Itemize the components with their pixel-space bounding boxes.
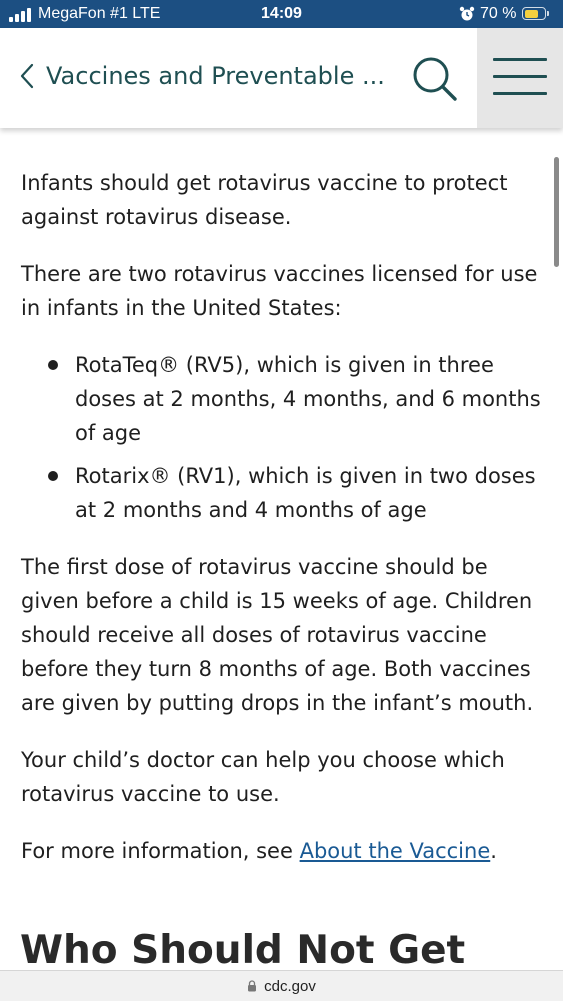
paragraph-two-vaccines: There are two rotavirus vaccines licensed for use in infants in the United States:	[21, 262, 538, 320]
vaccine-list	[0, 348, 563, 527]
list-item	[0, 348, 545, 450]
battery-icon	[522, 7, 549, 21]
scrollbar[interactable]	[554, 157, 559, 267]
carrier-label: MegaFon #1 LTE	[38, 5, 161, 22]
chevron-left-icon	[18, 63, 36, 89]
back-button-label: Vaccines and Preventable ...	[46, 62, 385, 90]
paragraph-infants: Infants should get rotavirus vaccine to protect against rotavirus disease.	[21, 171, 508, 229]
url-bar[interactable]	[0, 970, 563, 1001]
list-item	[0, 459, 545, 527]
bullet-dot	[48, 360, 58, 370]
alarm-icon	[459, 6, 475, 22]
menu-button[interactable]	[477, 28, 563, 128]
site-header	[0, 28, 563, 128]
more-info-suffix: .	[490, 839, 497, 863]
bullet-dot	[48, 471, 58, 481]
lock-icon	[247, 980, 257, 992]
search-icon	[408, 52, 460, 104]
list-item-text: Rotarix® (RV1), which is given in two doses at 2 months and 4 months of age	[75, 464, 536, 522]
back-button[interactable]	[18, 56, 398, 96]
paragraph-more-info	[21, 834, 546, 868]
status-time: 14:09	[261, 5, 302, 22]
about-the-vaccine-link[interactable]: About the Vaccine	[299, 839, 491, 863]
list-item-text: RotaTeq® (RV5), which is given in three doses at 2 months, 4 months, and 6 months of age	[75, 353, 541, 445]
paragraph-first-dose: The first dose of rotavirus vaccine should be given before a child is 15 weeks of age. Children should receive all doses of rotavirus vaccine before they turn 8 months of age. Both vaccines are given by putting drops in the infant’s mouth.	[21, 555, 534, 715]
status-bar	[0, 0, 563, 28]
paragraph-doctor: Your child’s doctor can help you choose which rotavirus vaccine to use.	[21, 748, 505, 806]
url-domain: cdc.gov	[264, 977, 316, 995]
section-heading-who-should-not: Who Should Not Get	[20, 928, 466, 970]
search-button[interactable]	[408, 52, 460, 104]
battery-percent: 70 %	[480, 5, 517, 22]
more-info-prefix: For more information, see	[21, 839, 300, 863]
